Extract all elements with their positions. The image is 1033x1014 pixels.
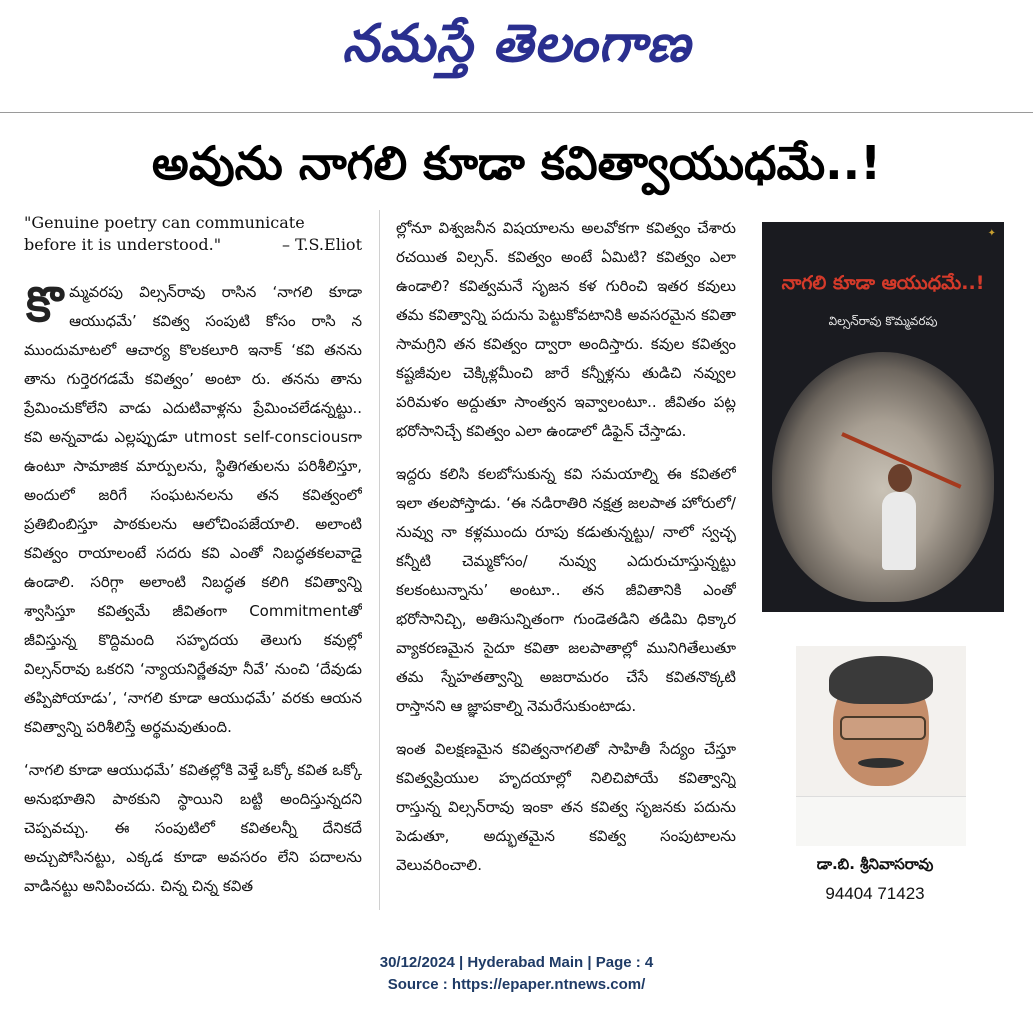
drop-cap: కొ [26, 277, 64, 333]
author-shirt [796, 796, 966, 846]
publisher-mark-icon: ✦ [987, 228, 996, 239]
author-hair [829, 656, 933, 704]
footer-source-link[interactable]: Source : https://epaper.ntnews.com/ [387, 976, 646, 993]
farmer-with-plough-illustration [772, 352, 994, 602]
paragraph [24, 278, 362, 742]
author-glasses-icon [840, 716, 926, 740]
paragraph: ‘నాగలి కూడా ఆయుధమే’ కవితల్లోకి వెళ్తే ఒక్కో కవిత ఒక్కో అనుభూతిని పాఠకుని స్థాయిని బట్టి అందిస్తున్నదని చెప్పవచ్చు. ఈ సంపుటిలో కవితలన్నీ దేనికదే అచ్చుపోసినట్టు, ఎక్కడ కూడా అవసరం లేని పదాలను వాడినట్టు అనిపించదు. చిన్న చిన్న కవిత [24, 761, 362, 895]
page-footer [0, 952, 1033, 996]
author-moustache [858, 758, 904, 768]
paragraph: ఇంత విలక్షణమైన కవిత్వనాగలితో సాహితీ సేద్యం చేస్తూ కవిత్వప్రియుల హృదయాల్లో నిలిచిపోయే కవిత్వాన్ని రాస్తున్న విల్సన్‌రావు ఇంకా తన కవిత్వ సృజనకు పదును పెడుతూ, అద్భుతమైన కవిత్వ సంపుటాలను వెలువరించాలి. [396, 740, 736, 874]
book-cover-title: నాగలి కూడా ఆయుధమే..! [781, 272, 985, 294]
epigraph-text: "Genuine poetry can communicate before it is understood." [24, 213, 305, 254]
farmer-body [882, 492, 916, 570]
footer-edition-info: 30/12/2024 | Hyderabad Main | Page : 4 [379, 954, 654, 971]
paragraph: ల్లోనూ విశ్వజనీన విషయాలను అలవోకగా కవిత్వం చేశారు రచయిత విల్సన్. కవిత్వం అంటే ఏమిటి? కవిత్వం ఎలా ఉండాలి? కవిత్వమనే సృజన కళ గురించి ఇతర కవులు తమ కవిత్వాన్ని పదును పెట్టుకోవటానికి అవసరమైన కవితా సామగ్రిని తన కవిత్వం ద్వారా అందిస్తారు. కవుల కవిత్వం కష్టజీవుల చెక్కిళ్లమీంచి జారే కన్నీళ్లను తుడిచి నవ్వుల పరిమళం అద్దుతూ సాంత్వన ఇవ్వాలంటూ.. జీవితం పట్ల భరోసానిచ్చే కవిత్వం ఎలా ఉండాలో డిఫైన్ చేస్తాడు. [396, 219, 736, 440]
author-name: డా.బి. శ్రీనివాసరావు [816, 855, 934, 873]
author-photo [796, 646, 966, 846]
masthead-divider [0, 112, 1033, 113]
farmer-head [888, 464, 912, 492]
paragraph: ఇద్దరు కలిసి కలబోసుకున్న కవి సమయాల్ని ఈ కవితలో ఇలా తలపోస్తాడు. ‘ఈ నడిరాతిరి నక్షత్ర జలపాత హోరులో/ నువ్వు నా కళ్లముందు రూపు కడుతున్నట్టు/ నాలో స్వచ్ఛ కన్నీటి చెమ్మకోసం/ నువ్వు ఎదురుచూస్తున్నట్టు కలకంటున్నాను’ అంటూ.. తన జీవితానికి ఎంతో భరోసానిచ్చి, అతిసున్నితంగా గుండెతడిని తడిమి ధిక్కార వ్యాకరణమైన సైదూ కవితా జలపాతాల్లో మునిగితేలుతూ తమ స్నేహతత్వాన్ని అజరామరం చేసే కవితనొక్కటి రాస్తానని ఆ జ్ఞాపకాల్ని నెమరేసుకుంటాడు. [396, 465, 736, 715]
column-divider [379, 210, 380, 910]
paragraph-text: మ్మవరపు విల్సన్‌రావు రాసిన ‘నాగలి కూడా ఆయుధమే’ కవిత్వ సంపుటి కోసం రాసి న ముందుమాటలో ఆచార్య కొలకలూరి ఇనాక్ ‘కవి తనను తాను గుర్తెరగడమే కవిత్వం’ అంటా రు. తనను తాను ప్రేమించుకోలేని వాడు ఎదుటివాళ్లను ప్రేమించలేడన్నట్టు.. కవి అన్నవాడు ఎల్లప్పుడూ utmost self-consciousగా ఉంటూ సామాజిక మార్పులను, స్థితిగతులను పరిశీలిస్తూ, అందులో జరిగే సంఘటనలను తన కవిత్వంలో ప్రతిబింబిస్తూ పాఠకులను ఆలోచింపజేయాలి. అలాంటి కవిత్వం రాయాలంటే సదరు కవి ఎంతో నిబద్ధతకలవాడై ఉండాలి. సరిగ్గా అలాంటి నిబద్ధత కలిగి కవిత్వాన్ని శ్వాసిస్తూ కవిత్వమే జీవితంగా Commitmentతో జీవిస్తున్న కొద్దిమంది సహృదయ తెలుగు కవుల్లో విల్సన్‌రావు ఒకరని ‘న్యాయనిర్ణేతవూ నీవే’ నుంచి ‘దేవుడు తప్పిపోయాడు’, ‘నాగలి కూడా ఆయుధమే’ వరకు ఆయన కవిత్వాన్ని పరిశీలిస్తే అర్థమవుతుంది. [24, 283, 362, 736]
book-cover-author: విల్సన్‌రావు కొమ్మవరపు [828, 314, 938, 328]
epigraph-attribution: – T.S.Eliot [282, 235, 362, 254]
article-column-2 [396, 214, 736, 914]
article-headline: అవును నాగలి కూడా కవిత్వాయుధమే..! [151, 136, 882, 190]
masthead-logo: నమస్తే తెలంగాణ [342, 14, 691, 74]
author-phone: 94404 71423 [825, 884, 925, 903]
article-column-1 [24, 212, 362, 912]
book-cover-image [762, 222, 1004, 612]
epigraph [24, 212, 362, 256]
masthead [0, 6, 1033, 82]
